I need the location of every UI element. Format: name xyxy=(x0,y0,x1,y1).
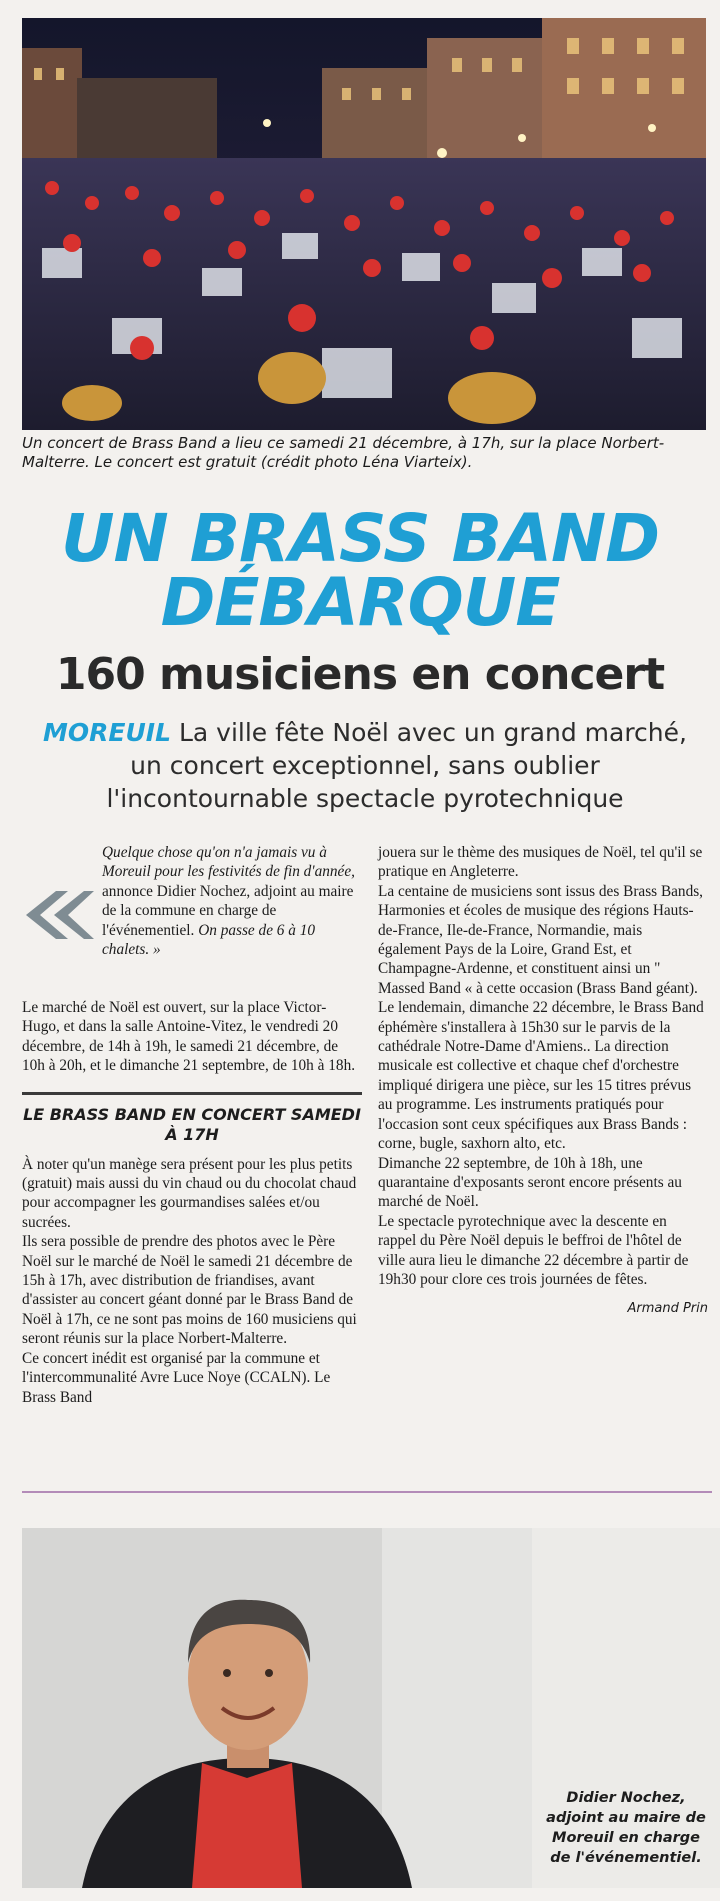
quote-mark-icon xyxy=(22,887,94,943)
separator-rule xyxy=(22,1491,712,1493)
photo-caption: Un concert de Brass Band a lieu ce samedi 21 décembre, à 17h, sur la place Norbert-Malterre. Le concert est gratuit (crédit photo Léna Viarteix). xyxy=(22,434,665,471)
paragraph-fireworks: Le spectacle pyrotechnique avec la descente en rappel du Père Noël depuis le beffroi de l'hôtel de ville aura lieu le dimanche 22 décembre à partir de 19h30 pour clore ces trois journées de fêtes. xyxy=(378,1212,689,1288)
paragraph-concert-left: Ce concert inédit est organisé par la commune et l'intercommunalité Avre Luce Noye (CCALN). Le Brass Band xyxy=(22,1349,331,1406)
paragraph-manege: À noter qu'un manège sera présent pour les plus petits (gratuit) mais aussi du vin chaud ou du chocolat chaud pour accompagner les gourmandises salées et/ou sucrées. xyxy=(22,1155,357,1231)
headline-line-2: DÉBARQUE xyxy=(160,564,560,641)
concert-photo xyxy=(22,18,706,430)
paragraph-concert-right: jouera sur le thème des musiques de Noël, tel qu'il se pratique en Angleterre. xyxy=(378,844,703,881)
portrait-photo xyxy=(22,1528,532,1888)
chapeau-text: La ville fête Noël avec un grand marché, un concert exceptionnel, sans oublier l'incontournable spectacle pyrotechnique xyxy=(106,718,687,813)
opening-quote xyxy=(22,843,362,998)
paragraph-photos: Ils sera possible de prendre des photos avec le Père Noël sur le marché de Noël le samedi 21 décembre de 15h à 17h, avec distribution de friandises, avant d'assister au concert géant donné par le Brass Band de Noël à 17h, ce ne sont pas moins de 160 musiciens qui seront réunis sur la place Norbert-Malterre. xyxy=(22,1233,357,1348)
quote-italic: Quelque chose qu'on n'a jamais vu à Moreuil pour les festivités de fin d'année, xyxy=(102,844,355,881)
section-heading: LE BRASS BAND EN CONCERT SAMEDI À 17H xyxy=(22,1092,362,1145)
chapeau xyxy=(40,716,690,815)
portrait-illustration xyxy=(22,1528,532,1888)
subtitle: 160 musiciens en concert xyxy=(55,649,665,700)
headline-line-1: UN BRASS BAND xyxy=(60,500,660,577)
article-column-left xyxy=(22,843,362,1407)
concert-photo-illustration xyxy=(22,18,706,430)
location-kicker: MOREUIL xyxy=(43,718,172,747)
paragraph-sunday: Dimanche 22 septembre, de 10h à 18h, une quarantaine d'exposants seront encore présents au marché de Noël. xyxy=(378,1154,682,1211)
quote-end: On passe de 6 à 10 chalets. » xyxy=(102,921,316,959)
portrait-caption: Didier Nochez, adjoint au maire de Moreuil en charge de l'événementiel. xyxy=(546,1790,706,1866)
paragraph-musicians: La centaine de musiciens sont issus des Brass Bands, Harmonies et écoles de musique des régions Hauts-de-France, Ile-de-France, Normandie, mais également Pays de la Loire, Grand Est, et Champagne-Ardenne, et constituent ainsi un " Massed Band « à cette occasion (Brass Band géant). Le lendemain, dimanche 22 décembre, le Brass Band éphémère s'installera à 15h30 sur le parvis de la cathédrale Notre-Dame d'Amiens.. La direction musicale est collective et chaque chef d'orchestre impliqué dirigera une pièce, sur les 15 titres prévus au programme. Les instruments pratiqués pour l'occasion sont ceux spécifiques aux Brass Bands : corne, bugle, saxhorn alto, etc. xyxy=(378,882,704,1153)
paragraph-market: Le marché de Noël est ouvert, sur la place Victor-Hugo, et dans la salle Antoine-Vitez, le vendredi 20 décembre, de 14h à 19h, le samedi 21 décembre, de 10h à 20h, et le dimanche 21 septembre, de 10h à 18h. xyxy=(22,999,356,1075)
quote-attribution: annonce Didier Nochez, adjoint au maire de la commune en charge de l'événementiel. xyxy=(102,882,354,939)
article-column-right xyxy=(378,843,708,1319)
author-signature: Armand Prin xyxy=(627,1301,708,1317)
